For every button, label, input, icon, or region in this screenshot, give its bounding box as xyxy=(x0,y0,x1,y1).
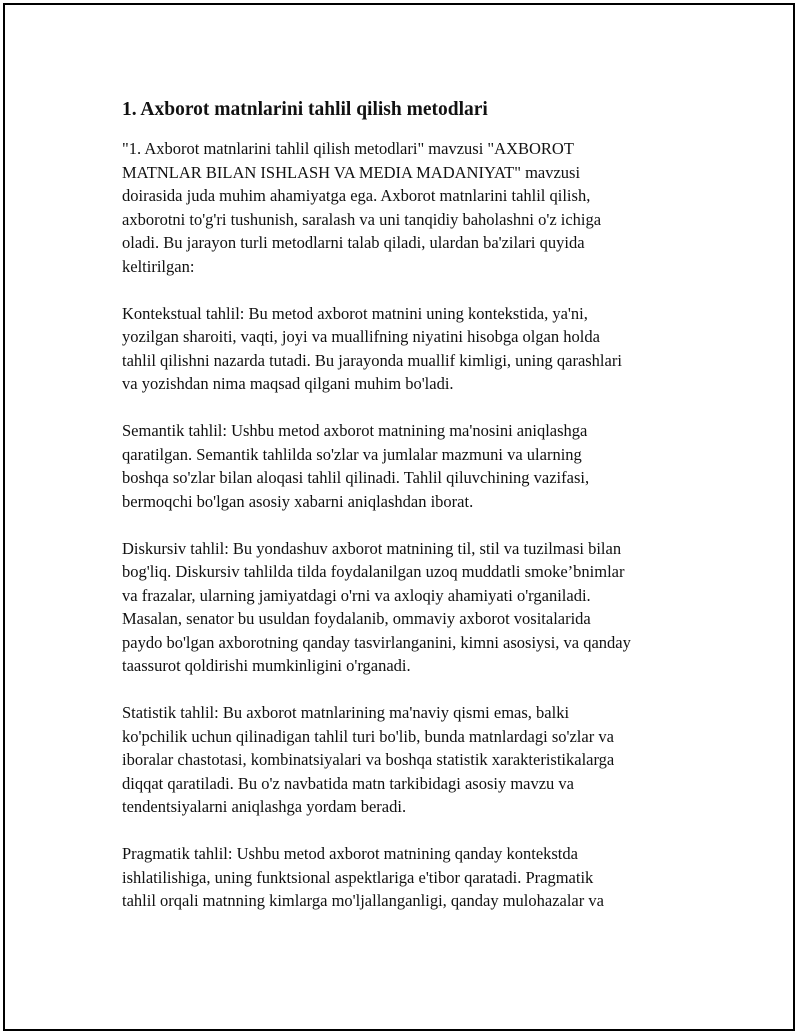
paragraph-kontekstual xyxy=(122,302,700,396)
text-line: "1. Axborot matnlarini tahlil qilish metodlari" mavzusi "AXBOROT xyxy=(122,139,574,158)
page-frame xyxy=(3,3,795,1031)
text-line: tahlil qilishni nazarda tutadi. Bu jarayonda muallif kimligi, uning qarashlari xyxy=(122,350,622,370)
text-line: Semantik tahlil: Ushbu metod axborot matnining ma'nosini aniqlashga xyxy=(122,421,588,440)
text-line: taassurot qoldirishi mumkinligini o'rganadi. xyxy=(122,656,411,675)
text-line: Diskursiv tahlil: Bu yondashuv axborot matnining til, stil va tuzilmasi bilan xyxy=(122,538,622,558)
text-line: Statistik tahlil: Bu axborot matnlarining ma'naviy qismi emas, balki xyxy=(122,703,570,722)
paragraph-pragmatik xyxy=(122,842,700,913)
document-body xyxy=(120,97,700,936)
text-line: iboralar chastotasi, kombinatsiyalari va boshqa statistik xarakteristikalarga xyxy=(122,750,615,769)
text-line: Masalan, senator bu usuldan foydalanib, ommaviy axborot vositalarida xyxy=(122,609,591,628)
text-line: MATNLAR BILAN ISHLASH VA MEDIA MADANIYAT" mavzusi xyxy=(122,162,581,182)
text-line: keltirilgan: xyxy=(122,256,195,276)
text-line: doirasida juda muhim ahamiyatga ega. Axborot matnlarini tahlil qilish, xyxy=(122,186,591,205)
text-line: yozilgan sharoiti, vaqti, joyi va muallifning niyatini hisobga olgan holda xyxy=(122,327,600,346)
paragraph-intro xyxy=(122,137,700,278)
text-line: qaratilgan. Semantik tahlilda so'zlar va jumlalar mazmuni va ularning xyxy=(122,444,582,464)
text-line: bermoqchi bo'lgan asosiy xabarni aniqlashdan iborat. xyxy=(122,491,474,511)
text-line: ko'pchilik uchun qilinadigan tahlil turi bo'lib, bunda matnlardagi so'zlar va xyxy=(122,726,614,746)
text-line: tendentsiyalarni aniqlashga yordam beradi. xyxy=(122,797,407,816)
text-line: diqqat qaratiladi. Bu o'z navbatida matn tarkibidagi asosiy mavzu va xyxy=(122,773,575,793)
paragraph-statistik xyxy=(122,701,700,819)
document-title: 1. Axborot matnlarini tahlil qilish metodlari xyxy=(122,99,488,120)
text-line: tahlil orqali matnning kimlarga mo'ljallanganligi, qanday mulohazalar va xyxy=(122,891,604,910)
text-line: boshqa so'zlar bilan aloqasi tahlil qilinadi. Tahlil qiluvchining vazifasi, xyxy=(122,468,590,487)
text-line: paydo bo'lgan axborotning qanday tasvirlanganini, kimni asosiysi, va qanday xyxy=(122,632,631,652)
text-line: oladi. Bu jarayon turli metodlarni talab qiladi, ulardan ba'zilari quyida xyxy=(122,233,585,252)
text-line: ishlatilishiga, uning funktsional aspektlariga e'tibor qaratadi. Pragmatik xyxy=(122,867,594,887)
text-line: va frazalar, ularning jamiyatdagi o'rni va axloqiy ahamiyati o'rganiladi. xyxy=(122,585,591,605)
text-line: axborotni to'g'ri tushunish, saralash va uni tanqidiy baholashni o'z ichiga xyxy=(122,209,602,229)
text-line: bog'liq. Diskursiv tahlilda tilda foydalanilgan uzoq muddatli smoke’bnimlar xyxy=(122,562,625,581)
text-line: va yozishdan nima maqsad qilgani muhim bo'ladi. xyxy=(122,374,454,393)
paragraph-diskursiv xyxy=(122,537,700,678)
paragraph-semantik xyxy=(122,419,700,513)
text-line: Kontekstual tahlil: Bu metod axborot matnini uning kontekstida, ya'ni, xyxy=(122,303,588,323)
text-line: Pragmatik tahlil: Ushbu metod axborot matnining qanday kontekstda xyxy=(122,844,578,863)
